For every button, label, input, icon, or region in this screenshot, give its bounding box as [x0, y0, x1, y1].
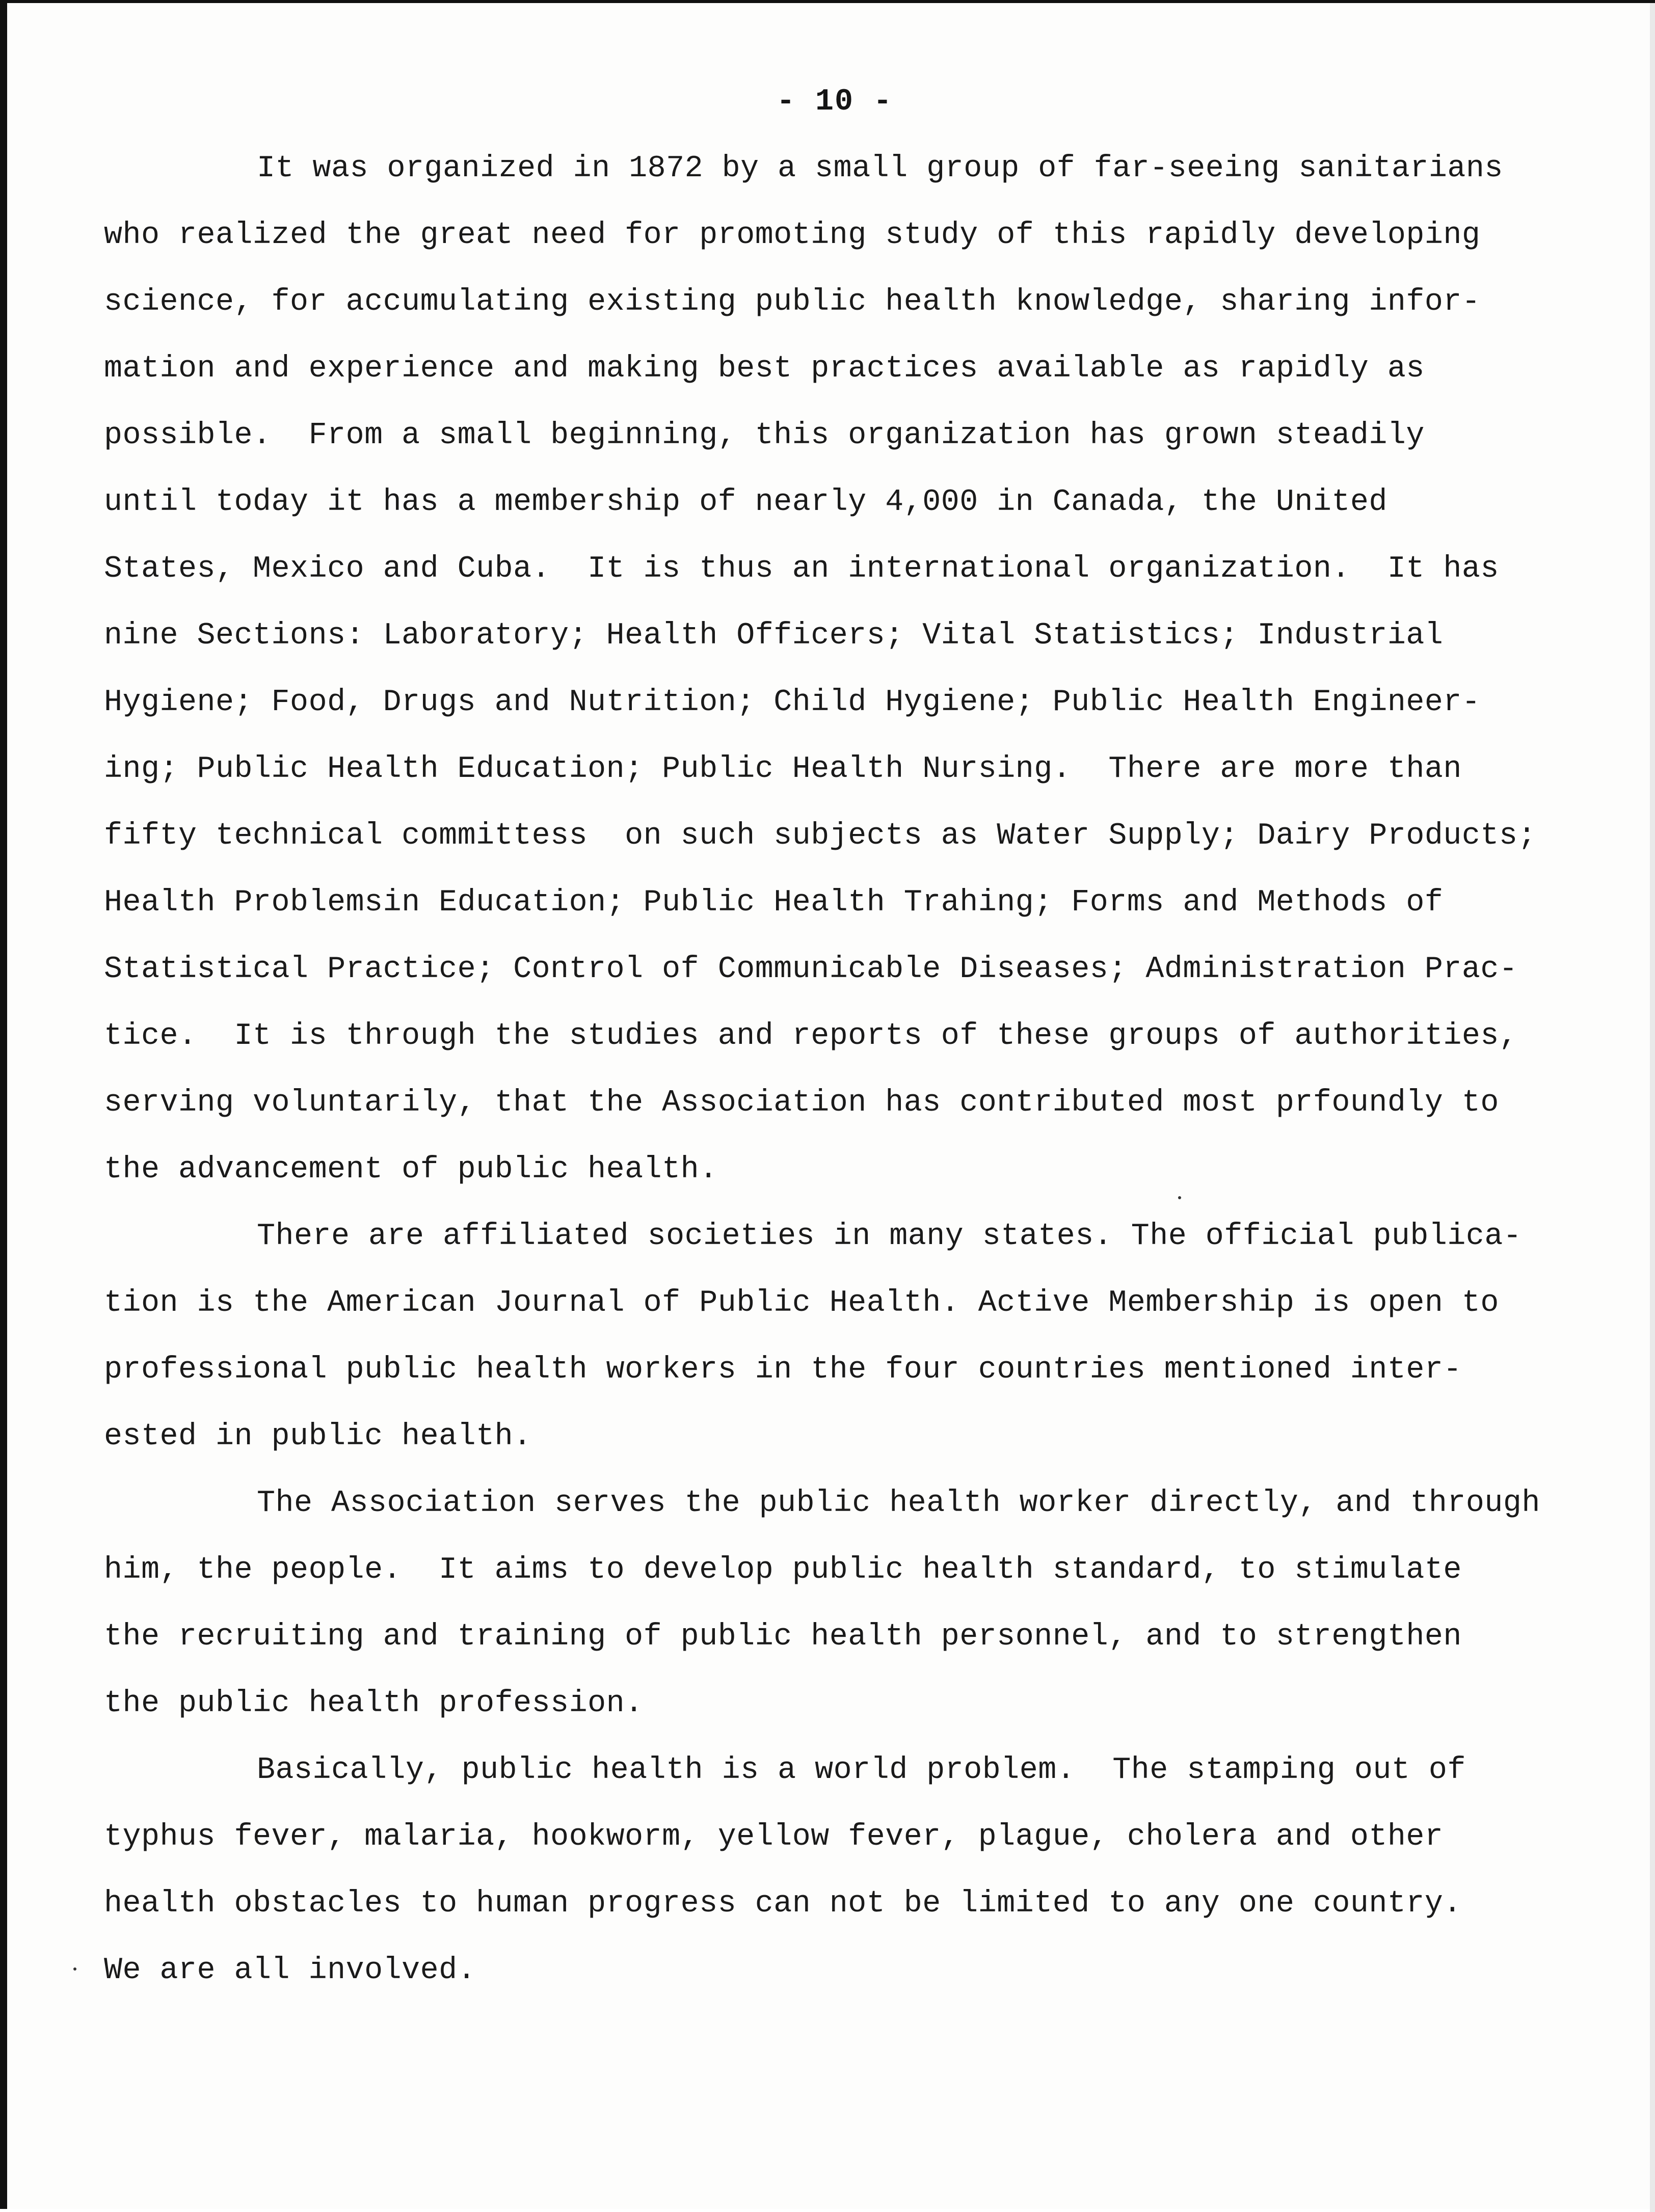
- text-line: tion is the American Journal of Public Health. Active Membership is open to: [104, 1286, 1499, 1320]
- text-line: Hygiene; Food, Drugs and Nutrition; Child Hygiene; Public Health Engineer-: [104, 685, 1481, 720]
- text-line: It was organized in 1872 by a small group of far-seeing sanitarians: [257, 151, 1503, 186]
- scan-speck: [1178, 1196, 1181, 1199]
- text-line: tice. It is through the studies and reports of these groups of authorities,: [104, 1019, 1518, 1054]
- paragraph-affiliates: [104, 1203, 1592, 1470]
- text-line: serving voluntarily, that the Association has contributed most prfoundly to: [104, 1086, 1499, 1120]
- body-text: [104, 136, 1592, 2004]
- text-line: health obstacles to human progress can not be limited to any one country.: [104, 1886, 1462, 1921]
- page-number: - 10 -: [776, 85, 893, 119]
- text-line: science, for accumulating existing public health knowledge, sharing infor-: [104, 285, 1481, 319]
- text-line: the public health profession.: [104, 1686, 644, 1721]
- text-line: mation and experience and making best practices available as rapidly as: [104, 352, 1425, 386]
- text-line: who realized the great need for promoting study of this rapidly developing: [104, 218, 1481, 253]
- text-line: There are affiliated societies in many states. The official publica-: [257, 1219, 1522, 1254]
- text-line: typhus fever, malaria, hookworm, yellow fever, plague, cholera and other: [104, 1820, 1444, 1854]
- text-line: possible. From a small beginning, this organization has grown steadily: [104, 418, 1425, 453]
- page-edge-shadow: [1650, 3, 1655, 2212]
- text-line: the recruiting and training of public health personnel, and to strengthen: [104, 1620, 1462, 1654]
- text-line: until today it has a membership of nearly 4,000 in Canada, the United: [104, 485, 1387, 520]
- text-line: the advancement of public health.: [104, 1152, 718, 1187]
- text-line: him, the people. It aims to develop public health standard, to stimulate: [104, 1553, 1462, 1587]
- text-line: ested in public health.: [104, 1419, 532, 1454]
- text-line: We are all involved.: [104, 1953, 476, 1988]
- text-line: States, Mexico and Cuba. It is thus an international organization. It has: [104, 552, 1499, 586]
- text-line: ing; Public Health Education; Public Health Nursing. There are more than: [104, 752, 1462, 787]
- paragraph-history: [104, 136, 1592, 1203]
- text-line: professional public health workers in the four countries mentioned inter-: [104, 1353, 1462, 1387]
- text-line: nine Sections: Laboratory; Health Officers; Vital Statistics; Industrial: [104, 618, 1444, 653]
- text-line: Health Problemsin Education; Public Health Trahing; Forms and Methods of: [104, 885, 1444, 920]
- text-line: fifty technical committess on such subjects as Water Supply; Dairy Products;: [104, 819, 1536, 853]
- scan-speck: [73, 1967, 76, 1971]
- paragraph-world-problem: [104, 1737, 1592, 2004]
- text-line: Statistical Practice; Control of Communicable Diseases; Administration Prac-: [104, 952, 1518, 987]
- text-line: Basically, public health is a world problem. The stamping out of: [257, 1753, 1466, 1788]
- text-line: The Association serves the public health worker directly, and through: [257, 1486, 1540, 1521]
- paragraph-association-aims: [104, 1470, 1592, 1737]
